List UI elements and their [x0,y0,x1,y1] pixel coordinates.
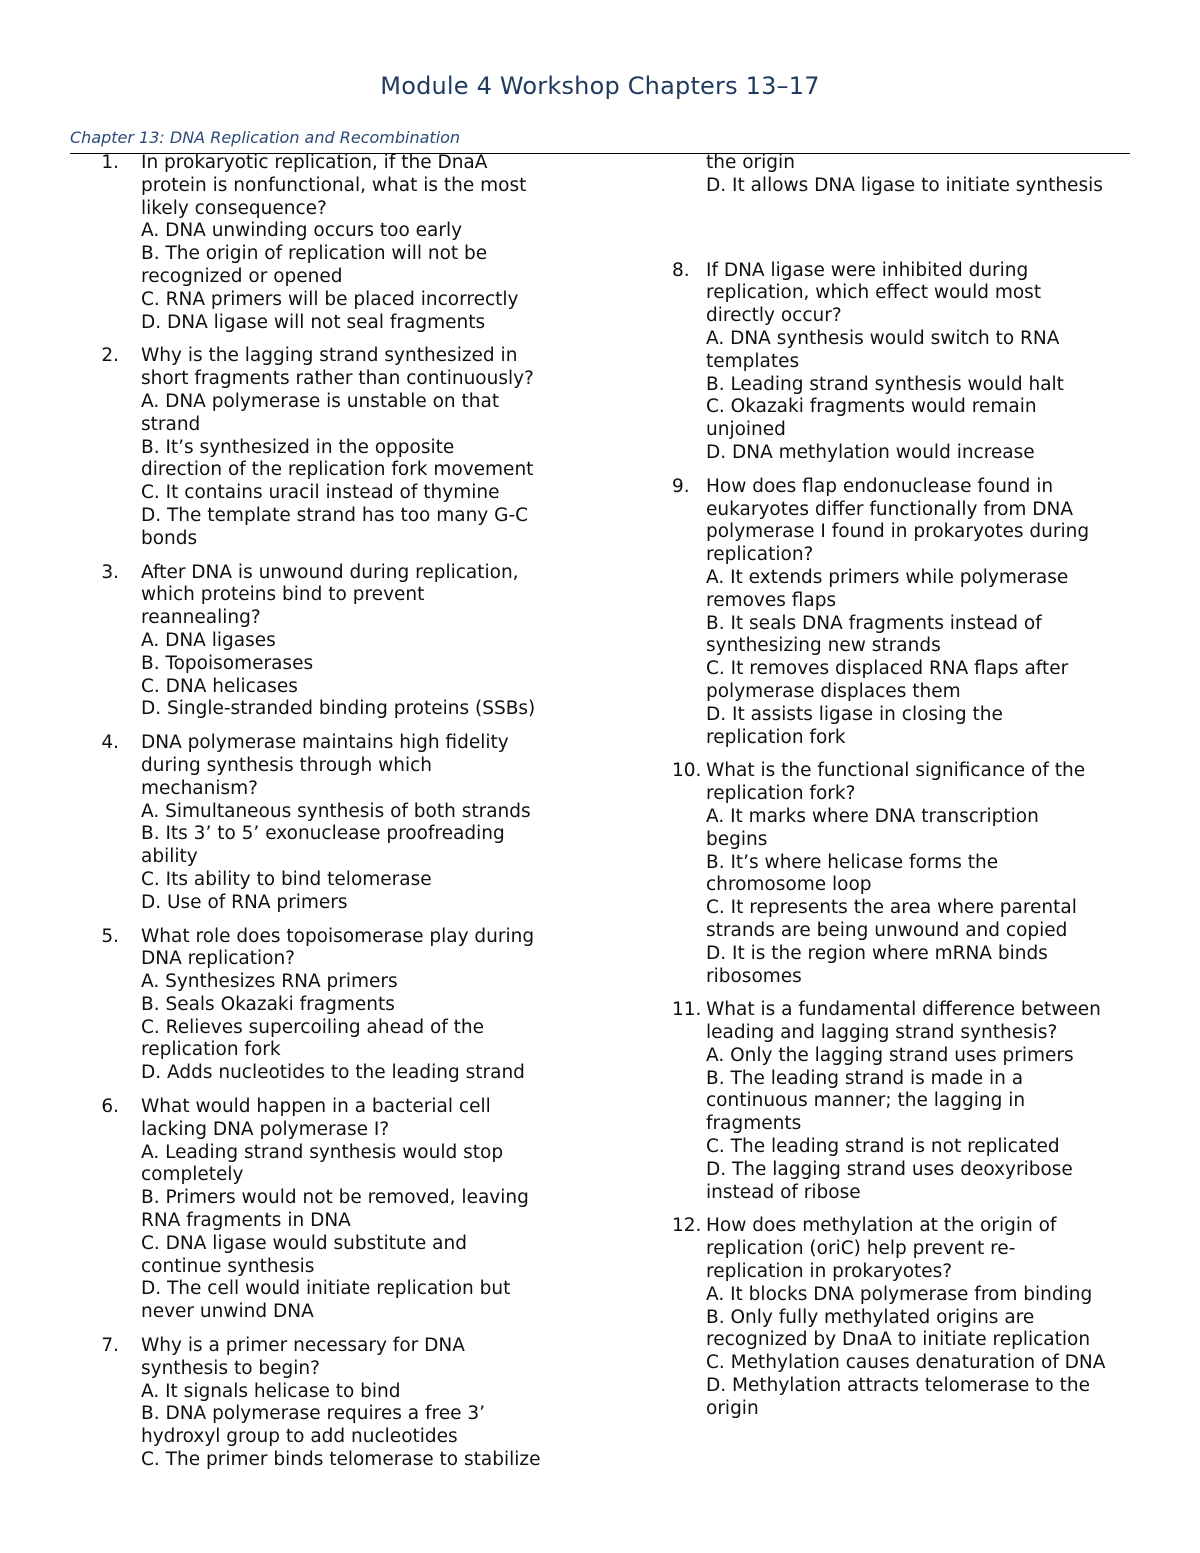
question-item [70,926,570,1086]
question-line: replication in prokaryotes? [706,1261,953,1283]
question-number: 10. [672,760,702,782]
question-body [141,732,570,914]
question-body [706,999,1140,1204]
question-line: replication (oriC) help prevent re- [706,1238,1016,1260]
question-item [70,152,570,334]
question-number: 5. [101,925,119,947]
question-line: B. It’s synthesized in the opposite [141,436,455,458]
question-line: A. It blocks DNA polymerase from binding [706,1283,1093,1305]
question-line: polymerase displaces them [706,680,961,702]
question-text-line: DNA polymerase maintains high fidelity [141,732,509,754]
question-item [672,999,1140,1204]
question-text-line: What would happen in a bacterial cell [141,1096,491,1118]
question-line: A. DNA polymerase is unstable on that [141,390,500,412]
question-line: hydroxyl group to add nucleotides [141,1426,458,1448]
question-item [70,732,570,914]
question-line: D. The template strand has too many G-C [141,504,529,526]
question-body [706,1215,1140,1420]
question-line: the origin [706,152,795,173]
question-line: RNA fragments in DNA [141,1210,351,1232]
question-line: D. DNA methylation would increase [706,441,1035,463]
question-line: D. The cell would initiate replication but [141,1278,511,1300]
question-line: strand [141,413,201,435]
question-line: A. It extends primers while polymerase [706,566,1069,588]
question-line: A. Synthesizes RNA primers [141,971,398,993]
question-number: 11. [672,999,702,1021]
question-line: C. DNA helicases [141,675,298,697]
question-line: A. It signals helicase to bind [141,1380,401,1402]
question-line: B. The leading strand is made in a [706,1067,1024,1089]
right-question-column [672,152,1140,1432]
question-text-line: Why is the lagging strand synthesized in [141,345,518,367]
question-line: origin [706,1397,759,1419]
question-line: B. It’s where helicase forms the [706,851,999,873]
question-line: C. Relieves supercoiling ahead of the [141,1016,485,1038]
question-line: recognized by DnaA to initiate replication [706,1329,1091,1351]
question-line: A. Simultaneous synthesis of both strands [141,800,531,822]
question-line: mechanism? [141,777,258,799]
question-line: B. Leading strand synthesis would halt [706,373,1064,395]
question-body [141,562,570,722]
question-line: during synthesis through which [141,754,432,776]
question-line: C. DNA ligase would substitute and [141,1232,467,1254]
column-spacer [672,198,1140,260]
question-line: B. Topoisomerases [141,652,314,674]
question-line: chromosome loop [706,874,872,896]
question-line: B. Only fully methylated origins are [706,1306,1035,1328]
question-line: recognized or opened [141,265,343,287]
question-line: B. Seals Okazaki fragments [141,993,395,1015]
question-line: instead of ribose [706,1181,861,1203]
question-line: likely consequence? [141,197,327,219]
question-item [672,260,1140,465]
question-number: 3. [101,561,119,583]
question-body [141,1335,570,1472]
question-text-line: What is the functional significance of the [706,760,1086,782]
question-line: completely [141,1164,244,1186]
question-item [70,345,570,550]
question-text-line: What is a fundamental difference between [706,999,1101,1021]
question-line: replication fork [141,1039,281,1061]
left-question-column [70,152,570,1483]
question-number: 6. [101,1096,119,1118]
question-body [141,345,570,550]
question-line: D. Use of RNA primers [141,891,348,913]
question-line: C. It contains uracil instead of thymine [141,482,500,504]
question-line: C. It represents the area where parental [706,897,1077,919]
chapter-heading: Chapter 13: DNA Replication and Recombination [70,128,461,147]
question-body [141,926,570,1086]
question-item [672,476,1140,750]
question-line: protein is nonfunctional, what is the most [141,174,527,196]
question-line: lacking DNA polymerase I? [141,1118,390,1140]
question-line: C. It removes displaced RNA flaps after [706,658,1069,680]
question-line: never unwind DNA [141,1301,314,1323]
question-line: eukaryotes differ functionally from DNA [706,498,1074,520]
question-line: D. The lagging strand uses deoxyribose [706,1158,1073,1180]
question-line: strands are being unwound and copied [706,919,1068,941]
question-line: D. Methylation attracts telomerase to the [706,1375,1090,1397]
question-line: removes flaps [706,589,837,611]
question-line: D. Adds nucleotides to the leading strand [141,1062,525,1084]
question-line: B. It seals DNA fragments instead of [706,612,1042,634]
question-line: C. Its ability to bind telomerase [141,868,432,890]
question-line: short fragments rather than continuously? [141,368,534,390]
question-item [70,1096,570,1324]
question-item [70,562,570,722]
question-line: fragments [706,1113,802,1135]
question-line: C. RNA primers will be placed incorrectly [141,288,519,310]
question-text-line: How does flap endonuclease found in [706,475,1054,497]
question-line: polymerase I found in prokaryotes during [706,521,1090,543]
question-item [672,1215,1140,1420]
question-line: replication, which effect would most [706,282,1042,304]
question-number: 7. [101,1335,119,1357]
question-line: unjoined [706,419,786,441]
question-text-line: After DNA is unwound during replication, [141,561,519,583]
question-line: DNA replication? [141,948,295,970]
question-line: C. Okazaki fragments would remain [706,396,1037,418]
question-line: continue synthesis [141,1255,315,1277]
question-number: 1. [101,152,119,173]
question-line: B. DNA polymerase requires a free 3’ [141,1403,485,1425]
question-item [672,760,1140,988]
question-line: templates [706,350,800,372]
question-text-line: Why is a primer necessary for DNA [141,1335,465,1357]
question-line: B. Primers would not be removed, leaving [141,1187,529,1209]
question-line: direction of the replication fork movement [141,459,534,481]
question-text-line: What role does topoisomerase play during [141,925,535,947]
question-item [70,1335,570,1472]
question-body [706,760,1140,988]
question-body [141,152,570,334]
question-body [141,1096,570,1324]
question-line: B. Its 3’ to 5’ exonuclease proofreading [141,823,505,845]
question-line: A. DNA unwinding occurs too early [141,220,463,242]
question-line: D. It allows DNA ligase to initiate synthesis [706,174,1103,196]
question-number: 12. [672,1215,702,1237]
question-line: D. DNA ligase will not seal fragments [141,311,486,333]
question-line: begins [706,828,768,850]
question-line: which proteins bind to prevent [141,584,425,606]
question-7-continuation [672,152,1140,198]
question-line: D. Single-stranded binding proteins (SSBs) [141,698,536,720]
question-line: A. Leading strand synthesis would stop [141,1141,504,1163]
question-line: ribosomes [706,965,802,987]
question-line: synthesizing new strands [706,635,941,657]
question-line: leading and lagging strand synthesis? [706,1022,1058,1044]
question-line: directly occur? [706,305,842,327]
question-line: continuous manner; the lagging in [706,1090,1026,1112]
question-line: bonds [141,527,198,549]
question-line: D. It assists ligase in closing the [706,703,1003,725]
question-line: replication fork? [706,783,856,805]
question-number: 8. [672,259,690,281]
question-line: replication? [706,544,814,566]
question-line: C. The leading strand is not replicated [706,1136,1060,1158]
question-number: 2. [101,345,119,367]
question-line: C. The primer binds telomerase to stabilize [141,1449,541,1471]
question-line: B. The origin of replication will not be [141,243,488,265]
question-line: C. Methylation causes denaturation of DNA [706,1352,1106,1374]
question-line: D. It is the region where mRNA binds [706,942,1048,964]
question-line: A. It marks where DNA transcription [706,805,1039,827]
question-text-line: If DNA ligase were inhibited during [706,259,1029,281]
question-line: A. DNA synthesis would switch to RNA [706,327,1060,349]
question-line: reannealing? [141,607,261,629]
question-line: replication fork [706,726,846,748]
question-text-line: In prokaryotic replication, if the DnaA [141,152,488,173]
question-text-line: How does methylation at the origin of [706,1215,1057,1237]
question-number: 9. [672,475,690,497]
question-line: A. Only the lagging strand uses primers [706,1044,1074,1066]
question-body [706,476,1140,750]
question-line: ability [141,846,198,868]
question-number: 4. [101,732,119,754]
question-line: A. DNA ligases [141,629,276,651]
page-title: Module 4 Workshop Chapters 13–17 [380,72,820,100]
question-line: synthesis to begin? [141,1357,320,1379]
question-body [706,260,1140,465]
